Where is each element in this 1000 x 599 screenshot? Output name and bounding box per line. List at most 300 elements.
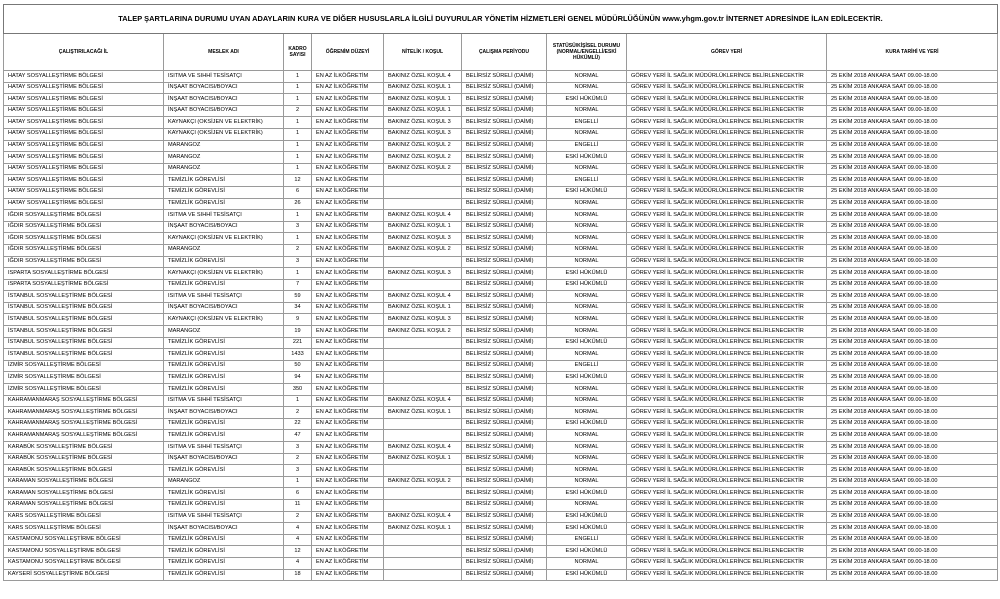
cell-meslek: MARANGOZ <box>164 244 284 256</box>
cell-kadro: 11 <box>284 499 312 511</box>
cell-il: HATAY SOSYALLEŞTİRME BÖLGESİ <box>4 140 164 152</box>
cell-nitelik: BAKINIZ ÖZEL KOŞUL 1 <box>384 105 462 117</box>
cell-periyot: BELİRSİZ SÜRELİ (DAİMİ) <box>462 326 547 338</box>
cell-statu: NORMAL <box>547 453 627 465</box>
title-row <box>4 5 998 34</box>
cell-il: İSTANBUL SOSYALLEŞTİRME BÖLGESİ <box>4 326 164 338</box>
cell-il: KAHRAMANMARAŞ SOSYALLEŞTİRME BÖLGESİ <box>4 430 164 442</box>
cell-meslek: İNŞAAT BOYACISI/BOYACI <box>164 94 284 106</box>
cell-gorev: GÖREV YERİ İL SAĞLIK MÜDÜRLÜKLERİNCE BELİRLENECEKTİR <box>627 256 827 268</box>
cell-nitelik <box>384 557 462 569</box>
cell-gorev: GÖREV YERİ İL SAĞLIK MÜDÜRLÜKLERİNCE BELİRLENECEKTİR <box>627 302 827 314</box>
cell-gorev: GÖREV YERİ İL SAĞLIK MÜDÜRLÜKLERİNCE BELİRLENECEKTİR <box>627 407 827 419</box>
cell-kadro: 26 <box>284 198 312 210</box>
cell-meslek: TEMİZLİK GÖREVLİSİ <box>164 546 284 558</box>
table-row <box>4 511 998 523</box>
cell-il: ISPARTA SOSYALLEŞTİRME BÖLGESİ <box>4 268 164 280</box>
table-row <box>4 326 998 338</box>
cell-statu: ESKİ HÜKÜMLÜ <box>547 372 627 384</box>
cell-statu: ENGELLİ <box>547 534 627 546</box>
cell-periyot: BELİRSİZ SÜRELİ (DAİMİ) <box>462 71 547 83</box>
cell-kadro: 1 <box>284 152 312 164</box>
cell-il: İSTANBUL SOSYALLEŞTİRME BÖLGESİ <box>4 337 164 349</box>
cell-statu: ESKİ HÜKÜMLÜ <box>547 94 627 106</box>
cell-kura: 25 EKİM 2018 ANKARA SAAT 09.00-18.00 <box>827 140 998 152</box>
cell-kura: 25 EKİM 2018 ANKARA SAAT 09.00-18.00 <box>827 360 998 372</box>
cell-ogrenim: EN AZ İLKÖĞRETİM <box>312 71 384 83</box>
cell-periyot: BELİRSİZ SÜRELİ (DAİMİ) <box>462 94 547 106</box>
cell-il: KAHRAMANMARAŞ SOSYALLEŞTİRME BÖLGESİ <box>4 407 164 419</box>
cell-meslek: TEMİZLİK GÖREVLİSİ <box>164 198 284 210</box>
cell-meslek: ISITMA VE SIHHİ TESİSATÇI <box>164 71 284 83</box>
cell-ogrenim: EN AZ İLKÖĞRETİM <box>312 186 384 198</box>
table-row <box>4 372 998 384</box>
cell-statu: NORMAL <box>547 326 627 338</box>
table-row <box>4 302 998 314</box>
document-sheet <box>3 4 997 581</box>
cell-ogrenim: EN AZ İLKÖĞRETİM <box>312 279 384 291</box>
cell-il: İSTANBUL SOSYALLEŞTİRME BÖLGESİ <box>4 314 164 326</box>
cell-kadro: 4 <box>284 557 312 569</box>
cell-meslek: KAYNAKÇI (OKSİJEN VE ELEKTRİK) <box>164 268 284 280</box>
cell-nitelik <box>384 430 462 442</box>
cell-nitelik: BAKINIZ ÖZEL KOŞUL 1 <box>384 523 462 535</box>
cell-meslek: ISITMA VE SIHHİ TESİSATÇI <box>164 511 284 523</box>
cell-il: IĞDIR SOSYALLEŞTİRME BÖLGESİ <box>4 221 164 233</box>
cell-nitelik: BAKINIZ ÖZEL KOŞUL 4 <box>384 71 462 83</box>
table-row <box>4 268 998 280</box>
table-row <box>4 499 998 511</box>
cell-periyot: BELİRSİZ SÜRELİ (DAİMİ) <box>462 453 547 465</box>
cell-gorev: GÖREV YERİ İL SAĞLIK MÜDÜRLÜKLERİNCE BELİRLENECEKTİR <box>627 117 827 129</box>
cell-statu: ENGELLİ <box>547 360 627 372</box>
document-title: TALEP ŞARTLARINA DURUMU UYAN ADAYLARIN KURA VE DİĞER HUSUSLARLA İLGİLİ DUYURULAR YÖNETİM HİZMETLERİ GENEL MÜDÜRLÜĞÜNÜN www.yhgm.gov.tr İNTERNET ADRESİNDE İLAN EDİLECEKTİR. <box>4 5 998 34</box>
cell-meslek: İNŞAAT BOYACISI/BOYACI <box>164 105 284 117</box>
cell-il: HATAY SOSYALLEŞTİRME BÖLGESİ <box>4 94 164 106</box>
cell-ogrenim: EN AZ İLKÖĞRETİM <box>312 337 384 349</box>
cell-periyot: BELİRSİZ SÜRELİ (DAİMİ) <box>462 152 547 164</box>
cell-gorev: GÖREV YERİ İL SAĞLIK MÜDÜRLÜKLERİNCE BELİRLENECEKTİR <box>627 71 827 83</box>
cell-gorev: GÖREV YERİ İL SAĞLIK MÜDÜRLÜKLERİNCE BELİRLENECEKTİR <box>627 384 827 396</box>
cell-kadro: 2 <box>284 105 312 117</box>
cell-kura: 25 EKİM 2018 ANKARA SAAT 09.00-18.00 <box>827 442 998 454</box>
cell-kura: 25 EKİM 2018 ANKARA SAAT 09.00-18.00 <box>827 71 998 83</box>
cell-nitelik <box>384 175 462 187</box>
cell-il: IĞDIR SOSYALLEŞTİRME BÖLGESİ <box>4 244 164 256</box>
cell-kura: 25 EKİM 2018 ANKARA SAAT 09.00-18.00 <box>827 152 998 164</box>
table-row <box>4 534 998 546</box>
cell-periyot: BELİRSİZ SÜRELİ (DAİMİ) <box>462 186 547 198</box>
cell-statu: NORMAL <box>547 442 627 454</box>
cell-kadro: 12 <box>284 546 312 558</box>
cell-kadro: 9 <box>284 314 312 326</box>
cell-meslek: TEMİZLİK GÖREVLİSİ <box>164 557 284 569</box>
cell-ogrenim: EN AZ İLKÖĞRETİM <box>312 210 384 222</box>
cell-ogrenim: EN AZ İLKÖĞRETİM <box>312 117 384 129</box>
cell-ogrenim: EN AZ İLKÖĞRETİM <box>312 244 384 256</box>
cell-meslek: TEMİZLİK GÖREVLİSİ <box>164 499 284 511</box>
cell-kadro: 1 <box>284 94 312 106</box>
cell-gorev: GÖREV YERİ İL SAĞLIK MÜDÜRLÜKLERİNCE BELİRLENECEKTİR <box>627 360 827 372</box>
cell-gorev: GÖREV YERİ İL SAĞLIK MÜDÜRLÜKLERİNCE BELİRLENECEKTİR <box>627 476 827 488</box>
cell-nitelik: BAKINIZ ÖZEL KOŞUL 2 <box>384 326 462 338</box>
cell-il: KARAMAN SOSYALLEŞTİRME BÖLGESİ <box>4 499 164 511</box>
cell-meslek: TEMİZLİK GÖREVLİSİ <box>164 279 284 291</box>
cell-periyot: BELİRSİZ SÜRELİ (DAİMİ) <box>462 314 547 326</box>
cell-statu: NORMAL <box>547 233 627 245</box>
table-row <box>4 128 998 140</box>
cell-statu: NORMAL <box>547 407 627 419</box>
cell-kadro: 4 <box>284 534 312 546</box>
cell-il: İZMİR SOSYALLEŞTİRME BÖLGESİ <box>4 384 164 396</box>
table-row <box>4 395 998 407</box>
cell-periyot: BELİRSİZ SÜRELİ (DAİMİ) <box>462 372 547 384</box>
cell-periyot: BELİRSİZ SÜRELİ (DAİMİ) <box>462 395 547 407</box>
cell-gorev: GÖREV YERİ İL SAĞLIK MÜDÜRLÜKLERİNCE BELİRLENECEKTİR <box>627 511 827 523</box>
cell-gorev: GÖREV YERİ İL SAĞLIK MÜDÜRLÜKLERİNCE BELİRLENECEKTİR <box>627 523 827 535</box>
cell-kura: 25 EKİM 2018 ANKARA SAAT 09.00-18.00 <box>827 372 998 384</box>
cell-gorev: GÖREV YERİ İL SAĞLIK MÜDÜRLÜKLERİNCE BELİRLENECEKTİR <box>627 175 827 187</box>
cell-kadro: 1 <box>284 163 312 175</box>
cell-nitelik: BAKINIZ ÖZEL KOŞUL 4 <box>384 291 462 303</box>
cell-statu: ESKİ HÜKÜMLÜ <box>547 268 627 280</box>
cell-nitelik: BAKINIZ ÖZEL KOŞUL 3 <box>384 128 462 140</box>
cell-gorev: GÖREV YERİ İL SAĞLIK MÜDÜRLÜKLERİNCE BELİRLENECEKTİR <box>627 569 827 581</box>
cell-kura: 25 EKİM 2018 ANKARA SAAT 09.00-18.00 <box>827 418 998 430</box>
cell-gorev: GÖREV YERİ İL SAĞLIK MÜDÜRLÜKLERİNCE BELİRLENECEKTİR <box>627 534 827 546</box>
cell-periyot: BELİRSİZ SÜRELİ (DAİMİ) <box>462 349 547 361</box>
table-row <box>4 430 998 442</box>
cell-gorev: GÖREV YERİ İL SAĞLIK MÜDÜRLÜKLERİNCE BELİRLENECEKTİR <box>627 268 827 280</box>
cell-ogrenim: EN AZ İLKÖĞRETİM <box>312 163 384 175</box>
cell-periyot: BELİRSİZ SÜRELİ (DAİMİ) <box>462 407 547 419</box>
cell-ogrenim: EN AZ İLKÖĞRETİM <box>312 94 384 106</box>
cell-kura: 25 EKİM 2018 ANKARA SAAT 09.00-18.00 <box>827 384 998 396</box>
cell-kura: 25 EKİM 2018 ANKARA SAAT 09.00-18.00 <box>827 175 998 187</box>
cell-il: HATAY SOSYALLEŞTİRME BÖLGESİ <box>4 71 164 83</box>
cell-periyot: BELİRSİZ SÜRELİ (DAİMİ) <box>462 105 547 117</box>
cell-periyot: BELİRSİZ SÜRELİ (DAİMİ) <box>462 442 547 454</box>
cell-gorev: GÖREV YERİ İL SAĞLIK MÜDÜRLÜKLERİNCE BELİRLENECEKTİR <box>627 105 827 117</box>
cell-ogrenim: EN AZ İLKÖĞRETİM <box>312 407 384 419</box>
cell-meslek: İNŞAAT BOYACISI/BOYACI <box>164 453 284 465</box>
cell-meslek: İNŞAAT BOYACISI/BOYACI <box>164 302 284 314</box>
cell-periyot: BELİRSİZ SÜRELİ (DAİMİ) <box>462 221 547 233</box>
cell-periyot: BELİRSİZ SÜRELİ (DAİMİ) <box>462 511 547 523</box>
cell-kura: 25 EKİM 2018 ANKARA SAAT 09.00-18.00 <box>827 82 998 94</box>
cell-nitelik: BAKINIZ ÖZEL KOŞUL 3 <box>384 314 462 326</box>
cell-il: HATAY SOSYALLEŞTİRME BÖLGESİ <box>4 152 164 164</box>
table-row <box>4 256 998 268</box>
cell-meslek: ISITMA VE SIHHİ TESİSATÇI <box>164 442 284 454</box>
table-row <box>4 152 998 164</box>
cell-statu: NORMAL <box>547 349 627 361</box>
table-row <box>4 488 998 500</box>
cell-il: KARS SOSYALLEŞTİRME BÖLGESİ <box>4 511 164 523</box>
cell-meslek: TEMİZLİK GÖREVLİSİ <box>164 418 284 430</box>
cell-il: KARABÜK SOSYALLEŞTİRME BÖLGESİ <box>4 442 164 454</box>
cell-gorev: GÖREV YERİ İL SAĞLIK MÜDÜRLÜKLERİNCE BELİRLENECEKTİR <box>627 430 827 442</box>
table-row <box>4 140 998 152</box>
cell-kadro: 221 <box>284 337 312 349</box>
table-row <box>4 221 998 233</box>
cell-il: HATAY SOSYALLEŞTİRME BÖLGESİ <box>4 128 164 140</box>
table-body <box>4 71 998 581</box>
cell-nitelik <box>384 546 462 558</box>
cell-statu: ESKİ HÜKÜMLÜ <box>547 418 627 430</box>
cell-kura: 25 EKİM 2018 ANKARA SAAT 09.00-18.00 <box>827 314 998 326</box>
header-row <box>4 34 998 71</box>
table-row <box>4 279 998 291</box>
cell-il: İZMİR SOSYALLEŞTİRME BÖLGESİ <box>4 360 164 372</box>
table-row <box>4 233 998 245</box>
cell-il: HATAY SOSYALLEŞTİRME BÖLGESİ <box>4 198 164 210</box>
cell-gorev: GÖREV YERİ İL SAĞLIK MÜDÜRLÜKLERİNCE BELİRLENECEKTİR <box>627 291 827 303</box>
cell-ogrenim: EN AZ İLKÖĞRETİM <box>312 511 384 523</box>
cell-nitelik <box>384 337 462 349</box>
cell-ogrenim: EN AZ İLKÖĞRETİM <box>312 326 384 338</box>
cell-meslek: MARANGOZ <box>164 326 284 338</box>
cell-gorev: GÖREV YERİ İL SAĞLIK MÜDÜRLÜKLERİNCE BELİRLENECEKTİR <box>627 244 827 256</box>
table-row <box>4 453 998 465</box>
cell-statu: NORMAL <box>547 384 627 396</box>
cell-nitelik: BAKINIZ ÖZEL KOŞUL 2 <box>384 476 462 488</box>
cell-gorev: GÖREV YERİ İL SAĞLIK MÜDÜRLÜKLERİNCE BELİRLENECEKTİR <box>627 453 827 465</box>
cell-kadro: 3 <box>284 256 312 268</box>
cell-kura: 25 EKİM 2018 ANKARA SAAT 09.00-18.00 <box>827 117 998 129</box>
header-kadro: KADRO SAYISI <box>284 34 312 71</box>
table-row <box>4 442 998 454</box>
cell-kadro: 59 <box>284 291 312 303</box>
cell-nitelik <box>384 360 462 372</box>
cell-gorev: GÖREV YERİ İL SAĞLIK MÜDÜRLÜKLERİNCE BELİRLENECEKTİR <box>627 152 827 164</box>
cell-statu: ESKİ HÜKÜMLÜ <box>547 152 627 164</box>
cell-il: IĞDIR SOSYALLEŞTİRME BÖLGESİ <box>4 210 164 222</box>
cell-kura: 25 EKİM 2018 ANKARA SAAT 09.00-18.00 <box>827 244 998 256</box>
cell-meslek: İNŞAAT BOYACISI/BOYACI <box>164 82 284 94</box>
cell-gorev: GÖREV YERİ İL SAĞLIK MÜDÜRLÜKLERİNCE BELİRLENECEKTİR <box>627 326 827 338</box>
cell-statu: ESKİ HÜKÜMLÜ <box>547 569 627 581</box>
cell-il: KAHRAMANMARAŞ SOSYALLEŞTİRME BÖLGESİ <box>4 418 164 430</box>
cell-kadro: 12 <box>284 175 312 187</box>
cell-meslek: KAYNAKÇI (OKSİJEN VE ELEKTRİK) <box>164 117 284 129</box>
header-statu: STATÜSÜ/KİŞİSEL DURUMU (NORMAL/ENGELLİ/ESKİ HÜKÜMLÜ) <box>547 34 627 71</box>
cell-statu: NORMAL <box>547 430 627 442</box>
cell-ogrenim: EN AZ İLKÖĞRETİM <box>312 442 384 454</box>
header-kura: KURA TARİHİ VE YERİ <box>827 34 998 71</box>
table-row <box>4 175 998 187</box>
cell-kura: 25 EKİM 2018 ANKARA SAAT 09.00-18.00 <box>827 476 998 488</box>
cell-ogrenim: EN AZ İLKÖĞRETİM <box>312 360 384 372</box>
table-row <box>4 418 998 430</box>
cell-nitelik: BAKINIZ ÖZEL KOŞUL 2 <box>384 152 462 164</box>
cell-nitelik: BAKINIZ ÖZEL KOŞUL 3 <box>384 117 462 129</box>
cell-nitelik: BAKINIZ ÖZEL KOŞUL 2 <box>384 163 462 175</box>
header-nitelik: NİTELİK / KOŞUL <box>384 34 462 71</box>
cell-ogrenim: EN AZ İLKÖĞRETİM <box>312 557 384 569</box>
table-row <box>4 291 998 303</box>
cell-nitelik: BAKINIZ ÖZEL KOŞUL 4 <box>384 210 462 222</box>
cell-il: HATAY SOSYALLEŞTİRME BÖLGESİ <box>4 82 164 94</box>
cell-meslek: MARANGOZ <box>164 152 284 164</box>
cell-meslek: TEMİZLİK GÖREVLİSİ <box>164 175 284 187</box>
cell-il: KASTAMONU SOSYALLEŞTİRME BÖLGESİ <box>4 546 164 558</box>
cell-kura: 25 EKİM 2018 ANKARA SAAT 09.00-18.00 <box>827 256 998 268</box>
cell-ogrenim: EN AZ İLKÖĞRETİM <box>312 372 384 384</box>
cell-ogrenim: EN AZ İLKÖĞRETİM <box>312 534 384 546</box>
cell-nitelik <box>384 349 462 361</box>
cell-meslek: MARANGOZ <box>164 476 284 488</box>
cell-ogrenim: EN AZ İLKÖĞRETİM <box>312 453 384 465</box>
cell-meslek: ISITMA VE SIHHİ TESİSATÇI <box>164 291 284 303</box>
cell-kadro: 3 <box>284 442 312 454</box>
cell-kadro: 1 <box>284 395 312 407</box>
cell-nitelik: BAKINIZ ÖZEL KOŞUL 1 <box>384 94 462 106</box>
cell-statu: ESKİ HÜKÜMLÜ <box>547 523 627 535</box>
cell-gorev: GÖREV YERİ İL SAĞLIK MÜDÜRLÜKLERİNCE BELİRLENECEKTİR <box>627 279 827 291</box>
header-gorev: GÖREV YERİ <box>627 34 827 71</box>
cell-statu: NORMAL <box>547 163 627 175</box>
cell-gorev: GÖREV YERİ İL SAĞLIK MÜDÜRLÜKLERİNCE BELİRLENECEKTİR <box>627 442 827 454</box>
cell-periyot: BELİRSİZ SÜRELİ (DAİMİ) <box>462 465 547 477</box>
cell-statu: NORMAL <box>547 395 627 407</box>
cell-kadro: 4 <box>284 523 312 535</box>
cell-periyot: BELİRSİZ SÜRELİ (DAİMİ) <box>462 82 547 94</box>
cell-nitelik <box>384 569 462 581</box>
table-row <box>4 198 998 210</box>
cell-periyot: BELİRSİZ SÜRELİ (DAİMİ) <box>462 117 547 129</box>
cell-ogrenim: EN AZ İLKÖĞRETİM <box>312 314 384 326</box>
cell-periyot: BELİRSİZ SÜRELİ (DAİMİ) <box>462 198 547 210</box>
cell-statu: NORMAL <box>547 71 627 83</box>
cell-ogrenim: EN AZ İLKÖĞRETİM <box>312 105 384 117</box>
cell-periyot: BELİRSİZ SÜRELİ (DAİMİ) <box>462 337 547 349</box>
cell-kura: 25 EKİM 2018 ANKARA SAAT 09.00-18.00 <box>827 198 998 210</box>
header-periyot: ÇALIŞMA PERİYODU <box>462 34 547 71</box>
cell-gorev: GÖREV YERİ İL SAĞLIK MÜDÜRLÜKLERİNCE BELİRLENECEKTİR <box>627 488 827 500</box>
cell-periyot: BELİRSİZ SÜRELİ (DAİMİ) <box>462 569 547 581</box>
table-row <box>4 384 998 396</box>
cell-gorev: GÖREV YERİ İL SAĞLIK MÜDÜRLÜKLERİNCE BELİRLENECEKTİR <box>627 210 827 222</box>
cell-nitelik: BAKINIZ ÖZEL KOŞUL 4 <box>384 511 462 523</box>
cell-periyot: BELİRSİZ SÜRELİ (DAİMİ) <box>462 140 547 152</box>
cell-gorev: GÖREV YERİ İL SAĞLIK MÜDÜRLÜKLERİNCE BELİRLENECEKTİR <box>627 221 827 233</box>
header-il: ÇALIŞTIRILACAĞI İL <box>4 34 164 71</box>
cell-periyot: BELİRSİZ SÜRELİ (DAİMİ) <box>462 233 547 245</box>
cell-ogrenim: EN AZ İLKÖĞRETİM <box>312 546 384 558</box>
cell-ogrenim: EN AZ İLKÖĞRETİM <box>312 395 384 407</box>
cell-nitelik <box>384 499 462 511</box>
cell-periyot: BELİRSİZ SÜRELİ (DAİMİ) <box>462 175 547 187</box>
cell-kura: 25 EKİM 2018 ANKARA SAAT 09.00-18.00 <box>827 163 998 175</box>
cell-periyot: BELİRSİZ SÜRELİ (DAİMİ) <box>462 360 547 372</box>
cell-kadro: 1 <box>284 128 312 140</box>
cell-periyot: BELİRSİZ SÜRELİ (DAİMİ) <box>462 302 547 314</box>
cell-periyot: BELİRSİZ SÜRELİ (DAİMİ) <box>462 291 547 303</box>
cell-il: KAYSERİ SOSYALLEŞTİRME BÖLGESİ <box>4 569 164 581</box>
cell-meslek: TEMİZLİK GÖREVLİSİ <box>164 384 284 396</box>
cell-nitelik: BAKINIZ ÖZEL KOŞUL 1 <box>384 453 462 465</box>
cell-gorev: GÖREV YERİ İL SAĞLIK MÜDÜRLÜKLERİNCE BELİRLENECEKTİR <box>627 499 827 511</box>
table-row <box>4 349 998 361</box>
table-row <box>4 523 998 535</box>
cell-il: İSTANBUL SOSYALLEŞTİRME BÖLGESİ <box>4 291 164 303</box>
cell-nitelik: BAKINIZ ÖZEL KOŞUL 1 <box>384 302 462 314</box>
cell-ogrenim: EN AZ İLKÖĞRETİM <box>312 523 384 535</box>
cell-kadro: 94 <box>284 372 312 384</box>
cell-kadro: 50 <box>284 360 312 372</box>
cell-statu: NORMAL <box>547 256 627 268</box>
header-ogrenim: ÖĞRENİM DÜZEYİ <box>312 34 384 71</box>
cell-statu: ESKİ HÜKÜMLÜ <box>547 546 627 558</box>
cell-statu: NORMAL <box>547 210 627 222</box>
cell-il: HATAY SOSYALLEŞTİRME BÖLGESİ <box>4 175 164 187</box>
cell-nitelik <box>384 418 462 430</box>
cell-kadro: 1 <box>284 210 312 222</box>
cell-gorev: GÖREV YERİ İL SAĞLIK MÜDÜRLÜKLERİNCE BELİRLENECEKTİR <box>627 337 827 349</box>
cell-il: IĞDIR SOSYALLEŞTİRME BÖLGESİ <box>4 233 164 245</box>
cell-periyot: BELİRSİZ SÜRELİ (DAİMİ) <box>462 430 547 442</box>
cell-kura: 25 EKİM 2018 ANKARA SAAT 09.00-18.00 <box>827 569 998 581</box>
table-row <box>4 105 998 117</box>
cell-meslek: ISITMA VE SIHHİ TESİSATÇI <box>164 395 284 407</box>
cell-kadro: 1 <box>284 476 312 488</box>
cell-periyot: BELİRSİZ SÜRELİ (DAİMİ) <box>462 256 547 268</box>
cell-gorev: GÖREV YERİ İL SAĞLIK MÜDÜRLÜKLERİNCE BELİRLENECEKTİR <box>627 395 827 407</box>
table-row <box>4 244 998 256</box>
cell-statu: ESKİ HÜKÜMLÜ <box>547 511 627 523</box>
cell-kura: 25 EKİM 2018 ANKARA SAAT 09.00-18.00 <box>827 326 998 338</box>
cell-kura: 25 EKİM 2018 ANKARA SAAT 09.00-18.00 <box>827 94 998 106</box>
cell-kura: 25 EKİM 2018 ANKARA SAAT 09.00-18.00 <box>827 221 998 233</box>
cell-il: KAHRAMANMARAŞ SOSYALLEŞTİRME BÖLGESİ <box>4 395 164 407</box>
cell-nitelik: BAKINIZ ÖZEL KOŞUL 4 <box>384 442 462 454</box>
cell-meslek: MARANGOZ <box>164 140 284 152</box>
cell-nitelik: BAKINIZ ÖZEL KOŞUL 1 <box>384 221 462 233</box>
cell-statu: NORMAL <box>547 198 627 210</box>
cell-statu: NORMAL <box>547 244 627 256</box>
cell-kura: 25 EKİM 2018 ANKARA SAAT 09.00-18.00 <box>827 349 998 361</box>
cell-nitelik: BAKINIZ ÖZEL KOŞUL 2 <box>384 140 462 152</box>
cell-ogrenim: EN AZ İLKÖĞRETİM <box>312 384 384 396</box>
cell-ogrenim: EN AZ İLKÖĞRETİM <box>312 198 384 210</box>
cell-periyot: BELİRSİZ SÜRELİ (DAİMİ) <box>462 128 547 140</box>
cell-kadro: 1 <box>284 268 312 280</box>
cell-kadro: 350 <box>284 384 312 396</box>
cell-gorev: GÖREV YERİ İL SAĞLIK MÜDÜRLÜKLERİNCE BELİRLENECEKTİR <box>627 198 827 210</box>
cell-periyot: BELİRSİZ SÜRELİ (DAİMİ) <box>462 499 547 511</box>
cell-il: KARABÜK SOSYALLEŞTİRME BÖLGESİ <box>4 453 164 465</box>
cell-nitelik: BAKINIZ ÖZEL KOŞUL 3 <box>384 233 462 245</box>
cell-statu: NORMAL <box>547 82 627 94</box>
cell-il: KARABÜK SOSYALLEŞTİRME BÖLGESİ <box>4 465 164 477</box>
cell-nitelik: BAKINIZ ÖZEL KOŞUL 2 <box>384 244 462 256</box>
cell-kadro: 2 <box>284 244 312 256</box>
cell-gorev: GÖREV YERİ İL SAĞLIK MÜDÜRLÜKLERİNCE BELİRLENECEKTİR <box>627 465 827 477</box>
cell-kadro: 6 <box>284 488 312 500</box>
cell-kadro: 1 <box>284 233 312 245</box>
cell-ogrenim: EN AZ İLKÖĞRETİM <box>312 418 384 430</box>
cell-statu: NORMAL <box>547 314 627 326</box>
cell-kura: 25 EKİM 2018 ANKARA SAAT 09.00-18.00 <box>827 210 998 222</box>
cell-kadro: 19 <box>284 326 312 338</box>
cell-kura: 25 EKİM 2018 ANKARA SAAT 09.00-18.00 <box>827 395 998 407</box>
cell-kadro: 1 <box>284 82 312 94</box>
cell-il: ISPARTA SOSYALLEŞTİRME BÖLGESİ <box>4 279 164 291</box>
cell-il: HATAY SOSYALLEŞTİRME BÖLGESİ <box>4 117 164 129</box>
cell-kura: 25 EKİM 2018 ANKARA SAAT 09.00-18.00 <box>827 105 998 117</box>
cell-ogrenim: EN AZ İLKÖĞRETİM <box>312 465 384 477</box>
